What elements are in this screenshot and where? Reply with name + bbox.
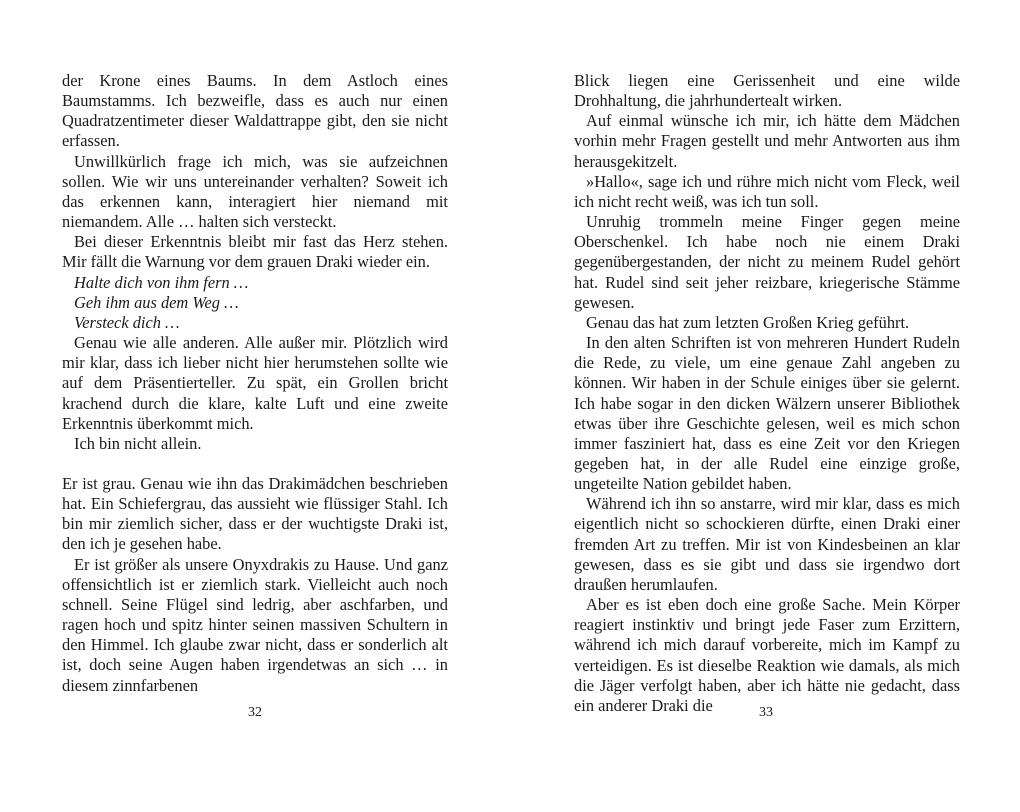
- paragraph: Genau das hat zum letzten Großen Krieg geführt.: [586, 312, 910, 332]
- italic-line: Halte dich von ihm fern …: [74, 272, 249, 292]
- italic-line: Versteck dich …: [74, 312, 180, 332]
- paragraph: Unruhig trommeln meine Finger gegen meine Oberschenkel. Ich habe noch nie einem Draki gegenübergestanden, der nicht zu meinem Rudel gehört hat. Rudel sind seit jeher reizbare, kriegerische Stämme gewesen.: [574, 212, 960, 312]
- paragraph: Aber es ist eben doch eine große Sache. Mein Körper reagiert instinktiv und bringt jede Faser zum Erzittern, während ich mich darauf vorbereite, mich im Kampf zu verteidigen. Es ist dieselbe Reaktion wie damals, als mich die Jäger verfolgt haben, aber ich hätte nie gedacht, dass ein anderer Draki die: [574, 595, 960, 715]
- paragraph: Während ich ihn so anstarre, wird mir klar, dass es mich eigentlich nicht so schockieren dürfte, einen Draki einer fremden Art zu treffen. Mir ist von Kindesbeinen an klar gewesen, dass es sie gibt und dass sie irgendwo dort draußen herumlaufen.: [574, 494, 960, 594]
- paragraph: Er ist grau. Genau wie ihn das Drakimädchen beschrieben hat. Ein Schiefergrau, das aussieht wie flüssiger Stahl. Ich bin mir ziemlich sicher, dass er der wuchtigste Draki ist, den ich je gesehen habe.: [62, 473, 448, 554]
- paragraph: Er ist größer als unsere Onyxdrakis zu Hause. Und ganz offensichtlich ist er ziemlich stark. Vielleicht auch noch schnell. Seine Flügel sind ledrig, aber aschfarben, und ragen hoch und spitz hinter seinen massiven Schultern in den Himmel. Ich glaube zwar nicht, dass er sonderlich alt ist, doch seine Augen haben irgendetwas an sich … in diesem zinnfarbenen: [62, 554, 448, 695]
- paragraph: Ich bin nicht allein.: [74, 433, 202, 453]
- paragraph: »Hallo«, sage ich und rühre mich nicht vom Fleck, weil ich nicht recht weiß, was ich tun soll.: [574, 171, 960, 211]
- right-page-text: [574, 71, 960, 716]
- left-page-text: [62, 71, 448, 696]
- paragraph: Unwillkürlich frage ich mich, was sie aufzeichnen sollen. Wie wir uns untereinander verhalten? Soweit ich das erkennen kann, interagiert hier niemand mit niemandem. Alle … halten sich versteckt.: [62, 151, 448, 232]
- paragraph: Genau wie alle anderen. Alle außer mir. Plötzlich wird mir klar, dass ich lieber nicht hier herumstehen sollte wie auf dem Präsentierteller. Zu spät, ein Grollen bricht krachend durch die klare, kalte Luft und eine zweite Erkenntnis überkommt mich.: [62, 333, 448, 433]
- paragraph: der Krone eines Baums. In dem Astloch eines Baumstamms. Ich bezweifle, dass es auch nur einen Quadratzentimeter dieser Waldattrappe gibt, den sie nicht erfassen.: [62, 71, 448, 151]
- paragraph: Auf einmal wünsche ich mir, ich hätte dem Mädchen vorhin mehr Fragen gestellt und mehr Antworten aus ihm herausgekitzelt.: [574, 111, 960, 171]
- paragraph: Bei dieser Erkenntnis bleibt mir fast das Herz stehen. Mir fällt die Warnung vor dem grauen Draki wieder ein.: [62, 232, 448, 272]
- paragraph: Blick liegen eine Gerissenheit und eine wilde Drohhaltung, die jahrhundertealt wirken.: [574, 71, 960, 111]
- page-number-left: 32: [248, 705, 262, 720]
- page-number-right: 33: [759, 705, 773, 720]
- italic-line: Geh ihm aus dem Weg …: [74, 292, 239, 312]
- paragraph: In den alten Schriften ist von mehreren Hundert Rudeln die Rede, zu viele, um eine genaue Zahl angeben zu können. Wir haben in der Schule einiges über sie gelernt. Ich habe sogar in den dicken Wälzern unserer Bibliothek etwas über ihre Geschichte gelesen, weil es mich schon immer fasziniert hat, dass es eine Zeit vor den Kriegen gegeben hat, in der alle Rudel eine einzige große, ungeteilte Nation gebildet haben.: [574, 333, 960, 494]
